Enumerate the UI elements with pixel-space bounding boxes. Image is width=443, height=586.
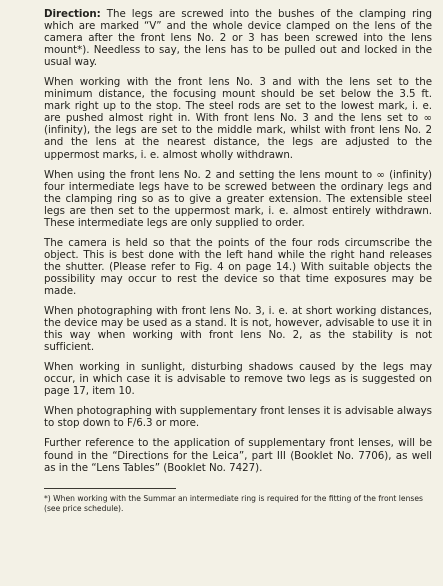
paragraph-text: The legs are screwed into the bushes of the clamping ring which are marked “V” and the whole device clamped on the lens of the camera after the front lens No. 2 or 3 has been screwed into the lens mount*). Needless to say, the lens has to be pulled out and locked in the usual way. [44,8,432,69]
footnote-divider [44,488,176,489]
paragraph-sunlight-shadows: When working in sunlight, disturbing shadows caused by the legs may occur, in which case it is advisable to remove two legs as is suggested on page 17, item 10. [44,361,432,398]
paragraph-front-lens-3: When working with the front lens No. 3 and with the lens set to the minimum distance, the focusing mount should be set below the 3.5 ft. mark right up to the stop. The steel rods are set to the lowest mark, i. e. are pushed almost right in. With front lens No. 3 and the lens set to ∞ (infinity), the legs are set to the middle mark, whilst with front lens No. 2 and the lens at the nearest distance, the legs are adjusted to the uppermost marks, i. e. almost wholly withdrawn. [44,76,432,161]
paragraph-stand-usage: When photographing with front lens No. 3, i. e. at short working distances, the device may be used as a stand. It is not, however, advisable to use it in this way when working with front lens No. 2, as the stability is not sufficient. [44,305,432,354]
paragraph-camera-holding: The camera is held so that the points of the four rods circumscribe the object. This is best done with the left hand while the right hand releases the shutter. (Please refer to Fig. 4 on page 14.) With suitable objects the possibility may occur to rest the device so that time exposures may be made. [44,236,432,297]
paragraph-front-lens-2: When using the front lens No. 2 and setting the lens mount to ∞ (infinity) four intermediate legs have to be screwed between the ordinary legs and the clamping ring so as to give a greater extension. The extensible steel legs are then set to the uppermost mark, i. e. almost entirely withdrawn. These intermediate legs are only supplied to order. [44,168,432,229]
direction-heading: Direction: [44,8,101,20]
paragraph-further-reference: Further reference to the application of supplementary front lenses, will be found in the “Directions for the Leica”, part III (Booklet No. 7706), as well as in the “Lens Tables” (Booklet No. 7427). [44,437,432,474]
document-page [44,8,432,514]
paragraph-direction [44,8,432,68]
footnote: *) When working with the Summar an intermediate ring is required for the fitting of the front lenses (see price schedule). [44,493,423,513]
paragraph-stop-down: When photographing with supplementary front lenses it is advisable always to stop down to F/6.3 or more. [44,405,432,430]
